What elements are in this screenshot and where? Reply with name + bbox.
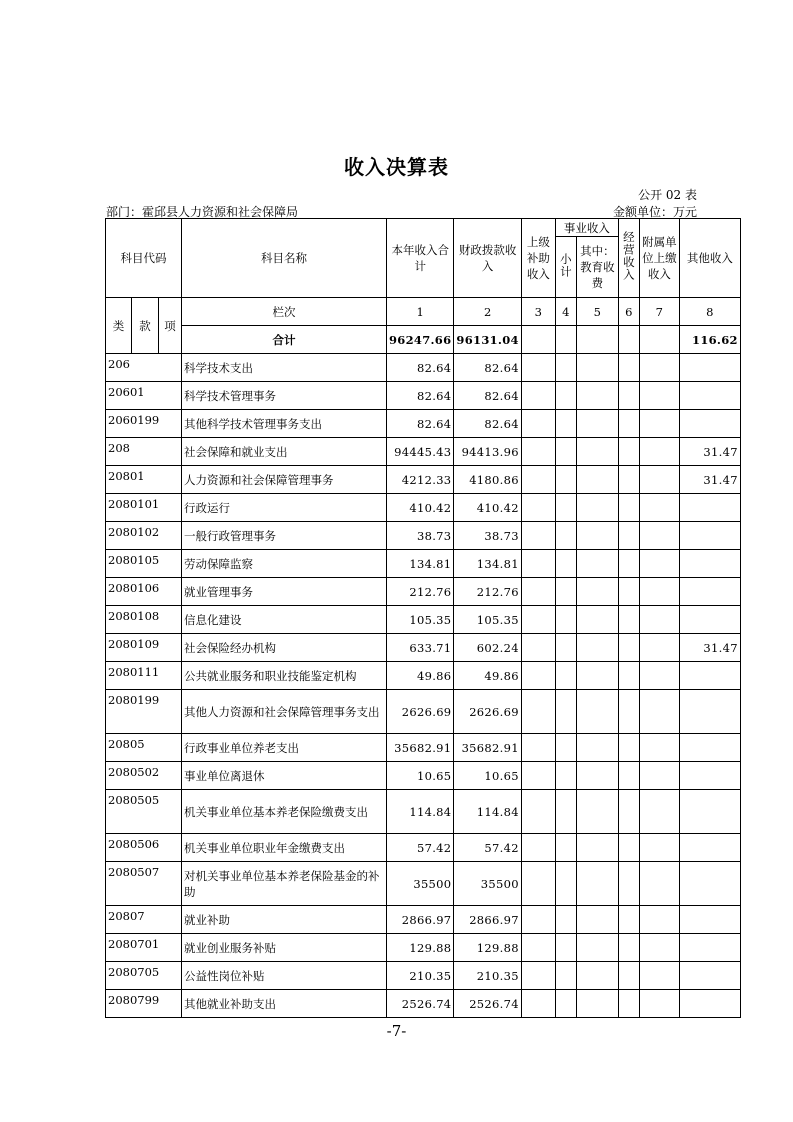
row-fiscal: 38.73 bbox=[454, 522, 521, 550]
row-fiscal: 105.35 bbox=[454, 606, 521, 634]
row-other bbox=[679, 550, 740, 578]
row-other bbox=[679, 962, 740, 990]
amount-unit-label: 金额单位：万元 bbox=[612, 205, 697, 219]
row-total: 129.88 bbox=[387, 934, 454, 962]
row-code: 20601 bbox=[106, 382, 182, 410]
table-row bbox=[106, 990, 741, 1018]
row-code: 206 bbox=[106, 354, 182, 382]
header-affiliated: 附属单位上缴收入 bbox=[639, 219, 679, 298]
header-total: 本年收入合计 bbox=[387, 219, 454, 298]
row-name: 机关事业单位职业年金缴费支出 bbox=[182, 834, 387, 862]
col-number: 7 bbox=[639, 298, 679, 326]
header-xiang: 项 bbox=[159, 298, 182, 354]
row-code: 2080105 bbox=[106, 550, 182, 578]
row-name: 其他科学技术管理事务支出 bbox=[182, 410, 387, 438]
row-name: 其他人力资源和社会保障管理事务支出 bbox=[182, 690, 387, 734]
header-column-index: 栏次 bbox=[182, 298, 387, 326]
page-number: -7- bbox=[386, 1022, 407, 1040]
row-other bbox=[679, 990, 740, 1018]
summary-total: 96247.66 bbox=[387, 326, 454, 354]
row-total: 94445.43 bbox=[387, 438, 454, 466]
row-total: 49.86 bbox=[387, 662, 454, 690]
col-number: 2 bbox=[454, 298, 521, 326]
row-other bbox=[679, 762, 740, 790]
row-name: 社会保障和就业支出 bbox=[182, 438, 387, 466]
summary-label: 合计 bbox=[182, 326, 387, 354]
row-code: 2080108 bbox=[106, 606, 182, 634]
row-fiscal: 210.35 bbox=[454, 962, 521, 990]
row-fiscal: 82.64 bbox=[454, 382, 521, 410]
row-fiscal: 602.24 bbox=[454, 634, 521, 662]
row-fiscal: 2526.74 bbox=[454, 990, 521, 1018]
summary-fiscal: 96131.04 bbox=[454, 326, 521, 354]
row-other bbox=[679, 906, 740, 934]
table-row bbox=[106, 466, 741, 494]
row-code: 20807 bbox=[106, 906, 182, 934]
table-row bbox=[106, 862, 741, 906]
row-name: 就业创业服务补贴 bbox=[182, 934, 387, 962]
row-other: 31.47 bbox=[679, 438, 740, 466]
row-fiscal: 134.81 bbox=[454, 550, 521, 578]
row-other bbox=[679, 690, 740, 734]
row-fiscal: 2866.97 bbox=[454, 906, 521, 934]
row-name: 科学技术管理事务 bbox=[182, 382, 387, 410]
row-name: 人力资源和社会保障管理事务 bbox=[182, 466, 387, 494]
row-name: 科学技术支出 bbox=[182, 354, 387, 382]
row-name: 一般行政管理事务 bbox=[182, 522, 387, 550]
row-other bbox=[679, 934, 740, 962]
row-total: 35500 bbox=[387, 862, 454, 906]
row-total: 35682.91 bbox=[387, 734, 454, 762]
table-row bbox=[106, 410, 741, 438]
row-fiscal: 4180.86 bbox=[454, 466, 521, 494]
row-total: 410.42 bbox=[387, 494, 454, 522]
row-total: 134.81 bbox=[387, 550, 454, 578]
row-total: 105.35 bbox=[387, 606, 454, 634]
table-row bbox=[106, 762, 741, 790]
row-code: 2080111 bbox=[106, 662, 182, 690]
row-other bbox=[679, 734, 740, 762]
row-other bbox=[679, 494, 740, 522]
header-code: 科目代码 bbox=[106, 219, 182, 298]
row-code: 20805 bbox=[106, 734, 182, 762]
row-total: 57.42 bbox=[387, 834, 454, 862]
header-operation: 经营收入 bbox=[618, 219, 639, 298]
income-table bbox=[105, 218, 741, 1018]
row-name: 就业管理事务 bbox=[182, 578, 387, 606]
row-other bbox=[679, 578, 740, 606]
row-name: 对机关事业单位基本养老保险基金的补助 bbox=[182, 862, 387, 906]
row-fiscal: 10.65 bbox=[454, 762, 521, 790]
row-total: 210.35 bbox=[387, 962, 454, 990]
table-row bbox=[106, 550, 741, 578]
row-code: 2080799 bbox=[106, 990, 182, 1018]
summary-other: 116.62 bbox=[679, 326, 740, 354]
row-code: 2060199 bbox=[106, 410, 182, 438]
table-row bbox=[106, 790, 741, 834]
row-fiscal: 410.42 bbox=[454, 494, 521, 522]
table-row bbox=[106, 354, 741, 382]
page-title: 收入决算表 bbox=[344, 155, 449, 179]
summary-row bbox=[106, 326, 741, 354]
row-other bbox=[679, 410, 740, 438]
header-fiscal: 财政拨款收入 bbox=[454, 219, 521, 298]
row-total: 82.64 bbox=[387, 382, 454, 410]
row-total: 2626.69 bbox=[387, 690, 454, 734]
table-row bbox=[106, 662, 741, 690]
row-code: 2080101 bbox=[106, 494, 182, 522]
row-code: 2080705 bbox=[106, 962, 182, 990]
row-total: 10.65 bbox=[387, 762, 454, 790]
row-total: 82.64 bbox=[387, 354, 454, 382]
row-name: 信息化建设 bbox=[182, 606, 387, 634]
row-code: 2080102 bbox=[106, 522, 182, 550]
row-fiscal: 212.76 bbox=[454, 578, 521, 606]
header-name: 科目名称 bbox=[182, 219, 387, 298]
col-number: 1 bbox=[387, 298, 454, 326]
row-name: 其他就业补助支出 bbox=[182, 990, 387, 1018]
row-total: 4212.33 bbox=[387, 466, 454, 494]
row-other: 31.47 bbox=[679, 466, 740, 494]
row-other bbox=[679, 662, 740, 690]
table-row bbox=[106, 962, 741, 990]
row-code: 2080502 bbox=[106, 762, 182, 790]
row-total: 2866.97 bbox=[387, 906, 454, 934]
row-fiscal: 57.42 bbox=[454, 834, 521, 862]
row-other bbox=[679, 354, 740, 382]
col-number: 6 bbox=[618, 298, 639, 326]
row-fiscal: 49.86 bbox=[454, 662, 521, 690]
table-row bbox=[106, 634, 741, 662]
row-fiscal: 94413.96 bbox=[454, 438, 521, 466]
col-number: 3 bbox=[521, 298, 555, 326]
row-other bbox=[679, 834, 740, 862]
header-subtotal: 小计 bbox=[555, 237, 576, 298]
row-code: 2080109 bbox=[106, 634, 182, 662]
row-fiscal: 2626.69 bbox=[454, 690, 521, 734]
row-total: 633.71 bbox=[387, 634, 454, 662]
table-row bbox=[106, 690, 741, 734]
row-other bbox=[679, 862, 740, 906]
form-number: 公开 02 表 bbox=[638, 188, 697, 202]
table-row bbox=[106, 834, 741, 862]
row-code: 208 bbox=[106, 438, 182, 466]
row-fiscal: 35682.91 bbox=[454, 734, 521, 762]
header-superior: 上级补助收入 bbox=[521, 219, 555, 298]
row-code: 20801 bbox=[106, 466, 182, 494]
col-number: 8 bbox=[679, 298, 740, 326]
row-name: 公益性岗位补贴 bbox=[182, 962, 387, 990]
row-name: 社会保险经办机构 bbox=[182, 634, 387, 662]
header-business: 事业收入 bbox=[555, 219, 618, 237]
row-fiscal: 82.64 bbox=[454, 410, 521, 438]
row-total: 212.76 bbox=[387, 578, 454, 606]
row-code: 2080106 bbox=[106, 578, 182, 606]
row-total: 2526.74 bbox=[387, 990, 454, 1018]
row-name: 事业单位离退休 bbox=[182, 762, 387, 790]
header-edu: 其中：教育收费 bbox=[576, 237, 618, 298]
row-code: 2080506 bbox=[106, 834, 182, 862]
col-number: 4 bbox=[555, 298, 576, 326]
row-fiscal: 82.64 bbox=[454, 354, 521, 382]
row-other bbox=[679, 790, 740, 834]
table-row bbox=[106, 494, 741, 522]
row-name: 行政事业单位养老支出 bbox=[182, 734, 387, 762]
header-lei: 类 bbox=[106, 298, 132, 354]
row-other bbox=[679, 522, 740, 550]
department-label: 部门：霍邱县人力资源和社会保障局 bbox=[106, 205, 299, 219]
table-row bbox=[106, 382, 741, 410]
row-code: 2080507 bbox=[106, 862, 182, 906]
row-name: 机关事业单位基本养老保险缴费支出 bbox=[182, 790, 387, 834]
row-other bbox=[679, 382, 740, 410]
header-kuan: 款 bbox=[132, 298, 159, 354]
row-code: 2080199 bbox=[106, 690, 182, 734]
row-total: 114.84 bbox=[387, 790, 454, 834]
table-row bbox=[106, 734, 741, 762]
row-code: 2080505 bbox=[106, 790, 182, 834]
table-row bbox=[106, 934, 741, 962]
table-row bbox=[106, 606, 741, 634]
table-row bbox=[106, 906, 741, 934]
col-number: 5 bbox=[576, 298, 618, 326]
row-name: 劳动保障监察 bbox=[182, 550, 387, 578]
row-fiscal: 114.84 bbox=[454, 790, 521, 834]
row-total: 82.64 bbox=[387, 410, 454, 438]
row-other bbox=[679, 606, 740, 634]
row-fiscal: 129.88 bbox=[454, 934, 521, 962]
table-row bbox=[106, 578, 741, 606]
row-name: 公共就业服务和职业技能鉴定机构 bbox=[182, 662, 387, 690]
row-name: 就业补助 bbox=[182, 906, 387, 934]
row-name: 行政运行 bbox=[182, 494, 387, 522]
table-row bbox=[106, 522, 741, 550]
header-other: 其他收入 bbox=[679, 219, 740, 298]
table-row bbox=[106, 438, 741, 466]
row-code: 2080701 bbox=[106, 934, 182, 962]
row-fiscal: 35500 bbox=[454, 862, 521, 906]
row-other: 31.47 bbox=[679, 634, 740, 662]
row-total: 38.73 bbox=[387, 522, 454, 550]
